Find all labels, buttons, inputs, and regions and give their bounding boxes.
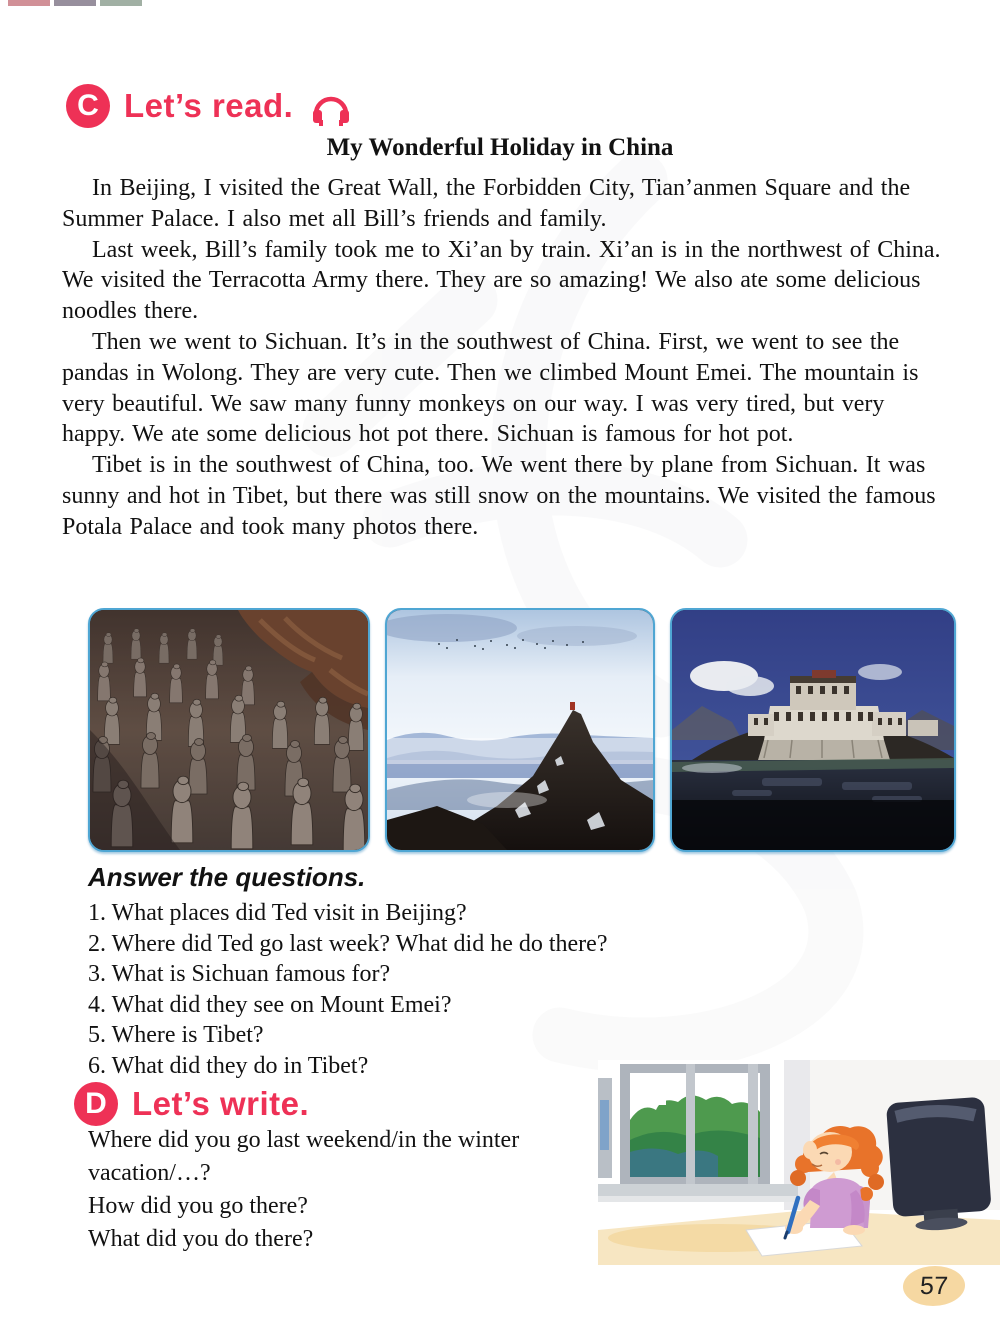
print-registration-marks [8, 0, 142, 6]
lets-read-header [66, 84, 353, 128]
passage-paragraph: Last week, Bill’s family took me to Xi’an by train. Xi’an is in the northwest of China. We visited the Terracotta Army there. They are so amazing! We also ate some delicious noodles there. [62, 236, 941, 325]
lets-write-header [74, 1082, 309, 1126]
question-item: 5. Where is Tibet? [88, 1022, 264, 1048]
section-d-badge: D [74, 1082, 118, 1126]
question-item: 4. What did they see on Mount Emei? [88, 991, 452, 1018]
lets-write-label: Let’s write. [132, 1085, 310, 1122]
passage-paragraph: In Beijing, I visited the Great Wall, the Forbidden City, Tian’anmen Square and the Summer Palace. I also met all Bill’s friends and family. [62, 175, 911, 232]
questions-list [88, 898, 607, 1081]
print-mark-green [100, 0, 142, 6]
print-mark-red [8, 0, 50, 6]
section-c-badge: C [66, 84, 110, 128]
question-item: 6. What did they do in Tibet? [88, 1052, 369, 1079]
write-prompt: How did you go there? [88, 1193, 308, 1219]
mount-emei-image [387, 610, 653, 850]
question-item: 2. Where did Ted go last week? What did he do there? [88, 930, 608, 957]
lets-read-label: Let’s read. [124, 87, 294, 124]
write-prompts [88, 1124, 620, 1256]
write-prompt: What did you do there? [88, 1226, 314, 1252]
photo-row [88, 608, 956, 852]
headphones-icon [309, 88, 353, 128]
print-mark-dark [54, 0, 96, 6]
question-item: 1. What places did Ted visit in Beijing? [88, 900, 467, 926]
passage-paragraph: Then we went to Sichuan. It’s in the southwest of China. First, we went to see the pandas in Wolong. They are very cute. Then we climbed Mount Emei. The mountain is very beautiful. We saw many funny monkeys on our way. I was very tired, but very happy. We ate some delicious hot pot there. Sichuan is famous for hot pot. [62, 328, 919, 448]
question-item: 3. What is Sichuan famous for? [88, 961, 391, 987]
terracotta-army-photo [88, 608, 370, 852]
reading-passage [62, 173, 944, 543]
mount-emei-photo [385, 608, 655, 852]
page-number: 57 [919, 1271, 949, 1300]
potala-palace-photo [670, 608, 956, 852]
potala-palace-image [672, 610, 954, 850]
write-prompt: Where did you go last weekend/in the winter vacation/…? [88, 1127, 520, 1186]
questions-heading: Answer the questions. [88, 862, 366, 892]
passage-paragraph: Tibet is in the southwest of China, too. We went there by plane from Sichuan. It was sunny and hot in Tibet, but there was still snow on the mountains. We visited the famous Potala Palace and took many photos there. [62, 452, 936, 540]
girl-writing-illustration [598, 1060, 1000, 1265]
terracotta-army-image [90, 610, 368, 850]
reading-title: My Wonderful Holiday in China [326, 134, 674, 161]
window [598, 1064, 798, 1202]
page-number-badge [902, 1266, 966, 1306]
